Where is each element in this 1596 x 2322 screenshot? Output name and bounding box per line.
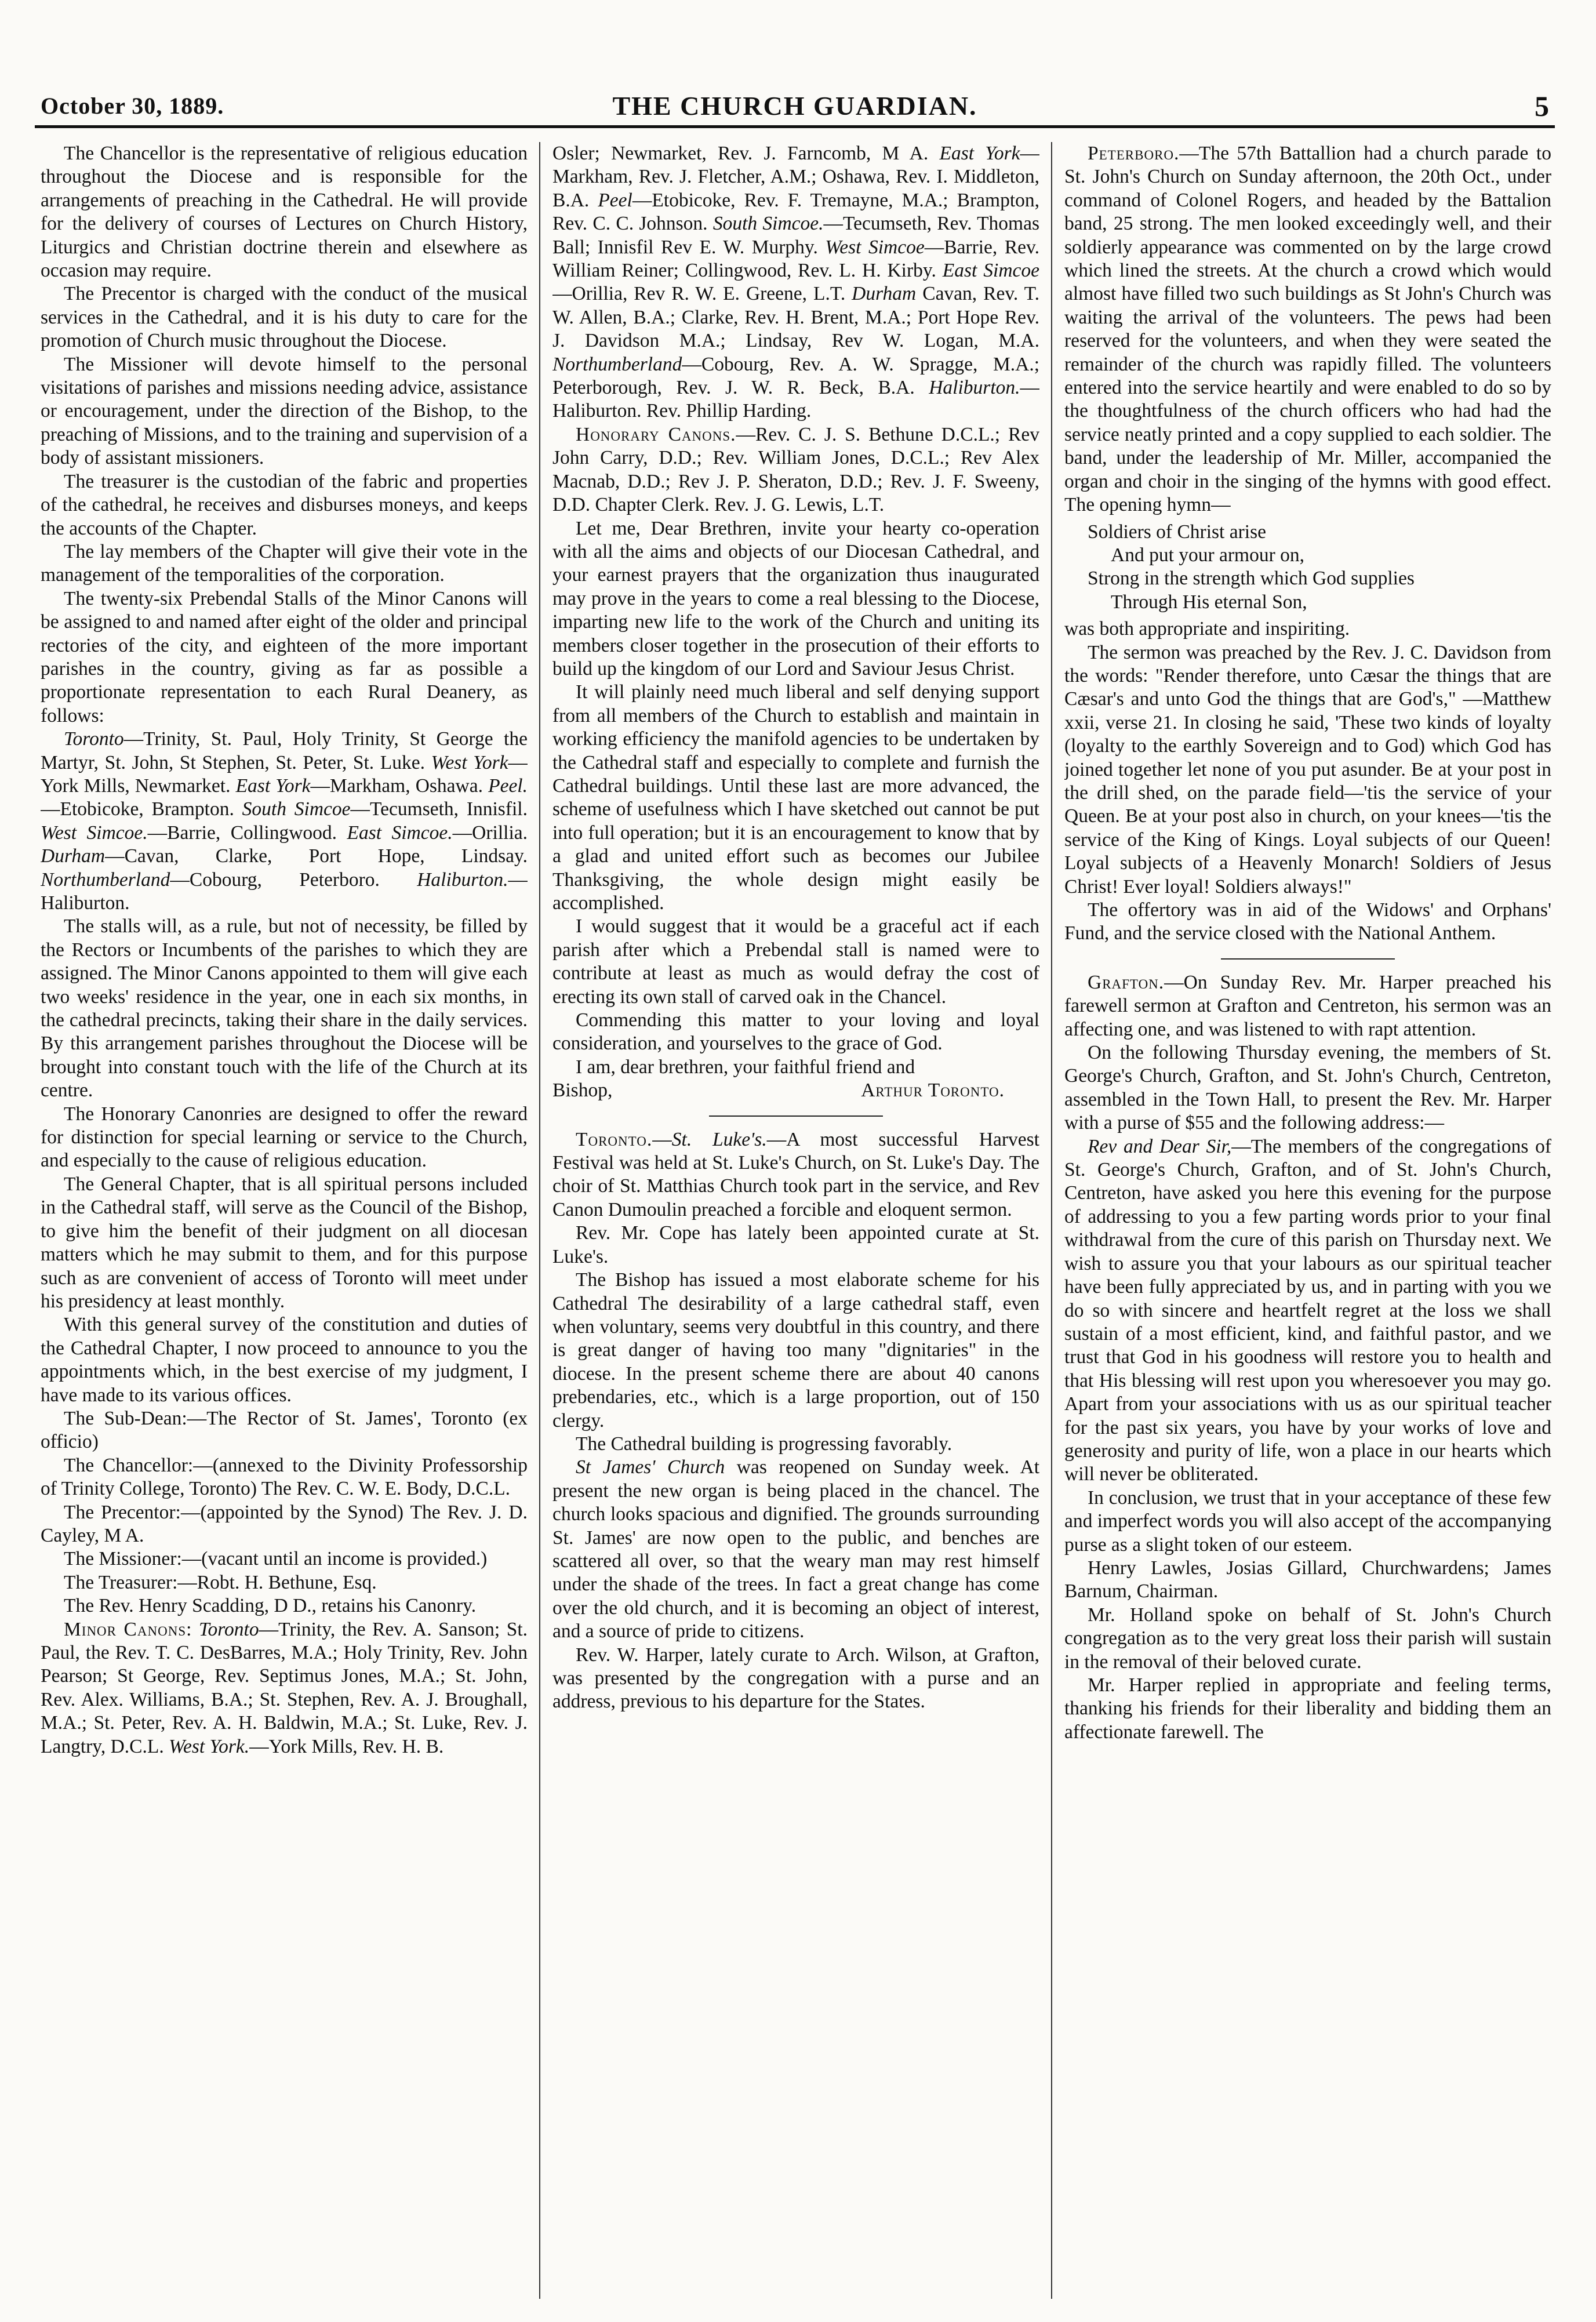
paragraph: The Bishop has issued a most elaborate scheme for his Cathedral The desirability of a large cathedral staff, even when voluntary, seems very doubtful in this country, and there is great danger of having too many "dignitaries" in the diocese. In the present scheme there are about 40 canons prebendaries, etc., which is a large proportion, out of 150 clergy.: [552, 1269, 1039, 1431]
paragraph: The Missioner will devote himself to the personal visitations of parishes and missions needing advice, assistance or encouragement, under the direction of the Bishop, to the preaching of Missions, and to the training and supervision of a body of assistant missioners.: [41, 353, 528, 469]
hymn-line: And put your armour on,: [1111, 544, 1305, 566]
text-run: was reopened on Sunday week. At present the new organ is being placed in the chancel. The church looks spacious and dignified. The grounds surrounding St. James' are now open to the public, and benches are scattered all over, so that the weary man may rest himself under the shade of the trees. In fact a great change has come over the old church, and it is becoming an object of interest, and a source of pride to citizens.: [552, 1456, 1039, 1643]
deanery-name: East York: [939, 143, 1020, 164]
text-run: —Tecumseth, Rev. Thomas Ball; Innisfil Rev E. W. Murphy.: [552, 213, 1039, 258]
paragraph: In conclusion, we trust that in your acceptance of these few and imperfect words you will also accept of the accompanying purse as a slight token of our esteem.: [1064, 1487, 1551, 1556]
paragraph: was both appropriate and inspiriting.: [1064, 618, 1350, 640]
deanery-name: Toronto: [64, 728, 124, 750]
deanery-name: Durham: [852, 283, 917, 305]
paragraph: I am, dear brethren, your faithful friend and: [576, 1056, 915, 1078]
paragraph: The offertory was in aid of the Widows' and Orphans' Fund, and the service closed with the National Anthem.: [1064, 899, 1551, 944]
text-run: —The 57th Battallion had a church parade to St. John's Church on Sunday afternoon, the 20th Oct., under command of Colonel Rogers, and headed by the Battalion band, 25 strong. The men looked exceedingly well, and their soldierly appearance was commented on by the large crowd which lined the streets. At the church a crowd which would almost have filled two such buildings as St John's Church was waiting the arrival of the volunteers. The pews had been reserved for the volunteers, and when they were seated the remainder of the church was rapidly filled. The volunteers entered into the service heartily and were enabled to do so by the thoughtfulness of the church officers who had had the service neatly printed and a copy supplied to each soldier. The band, under the leadership of Mr. Miller, accompanied the organ and choir in the singing of the hymns with good effect. The opening hymn—: [1064, 143, 1551, 516]
column-divider: [1051, 142, 1052, 2299]
paragraph: The Cathedral building is progressing favorably.: [576, 1433, 952, 1455]
deanery-name: West York.: [169, 1735, 250, 1757]
page-number: 5: [1535, 90, 1549, 122]
hymn-verse: [1088, 521, 1551, 615]
paragraph: The sermon was preached by the Rev. J. C. Davidson from the words: "Render therefore, unto Cæsar the things that are Cæsar's and unto God the things that are God's," —Matthew xxii, verse 21. In closing he said, 'These two kinds of loyalty (loyalty to the earthly Sovereign and to God) which God has joined together let none of you put asunder. Be at your post in the drill shed, on the parade field—'tis the service of your Queen. Be at your post also in church, on your knees—'tis the service of the King of Kings. Loyal subjects of our Queen! Loyal subjects of a Heavenly Monarch! Soldiers of Jesus Christ! Ever loyal! Soldiers always!": [1064, 641, 1551, 897]
deanery-name: East Simcoe.: [347, 822, 453, 844]
hymn-line: Through His eternal Son,: [1111, 591, 1307, 613]
deanery-name: Haliburton.: [929, 377, 1020, 399]
section-divider: [709, 1115, 883, 1117]
hymn-line: Strong in the strength which God supplies: [1088, 568, 1415, 590]
deanery-name: Toronto: [198, 1618, 259, 1640]
section-label: Honorary Canons.: [576, 423, 736, 445]
deanery-parishes: —Etobicoke, Brampton.: [41, 798, 234, 820]
text-run: —Haliburton. Rev. Phillip Harding.: [552, 377, 1039, 422]
signoff-name: Arthur Toronto.: [861, 1080, 1005, 1102]
text-run: —The members of the congregations of St. George's Church, Grafton, and of St. John's Church, Centreton, have asked you here this evening for the purpose of addressing to you a few parting words prior to your final withdrawal from the cure of this parish on Thursday next. We wish to assure you that your labours as our spiritual teacher have been fully appreciated by us, and in parting with you we do so with sincere and heartfelt regret at the loss we shall sustain of a most efficient, kind, and faithful pastor, and we trust that God in his goodness will restore you to health and that His blessing will rest upon you wheresoever you may go. Apart from your associations with us as our spiritual teacher for the past six years, you have by your works of love and generosity and purity of life, won a place in our hearts which will never be obliterated.: [1064, 1135, 1551, 1485]
deanery-name: West Simcoe.: [41, 822, 148, 844]
text-run: —Orillia, Rev R. W. E. Greene, L.T.: [552, 283, 846, 305]
paragraph: The General Chapter, that is all spiritual persons included in the Cathedral staff, will serve as the Council of the Bishop, to give him the benefit of their judgment on all diocesan matters which he may submit to them, and for this purpose such as are convenient of access of Toronto will meet under his presidency at least monthly.: [41, 1173, 528, 1312]
dateline: Grafton.: [1088, 971, 1165, 993]
paragraph: The stalls will, as a rule, but not of necessity, be filled by the Rectors or Incumbents of the parishes to which they are assigned. The Minor Canons appointed to them will give each two weeks' residence in the year, one in each six months, in the cathedral precincts, taking their share in the daily services. By this arrangement parishes throughout the Diocese will be brought into constant touch with the life of the Church at its centre.: [41, 915, 528, 1102]
paragraph: The lay members of the Chapter will give their vote in the management of the temporalities of the corporation.: [41, 540, 528, 586]
text-run: —: [652, 1128, 672, 1150]
minor-canons-list: [41, 1618, 528, 1758]
news-item: [552, 1456, 1039, 1643]
paragraph: I would suggest that it would be a graceful act if each parish after which a Prebendal stall is named were to contribute at least as much as would defray the cost of erecting its own stall of carved oak in the Chancel.: [552, 915, 1039, 1008]
issue-date: October 30, 1889.: [41, 93, 224, 119]
text-run: —Cobourg, Rev. A. W. Spragge, M.A.; Peterborough, Rev. J. W. R. Beck, B.A.: [552, 353, 1039, 399]
news-item: [1064, 142, 1551, 517]
salutation: Rev and Dear Sir,: [1088, 1135, 1232, 1157]
paragraph: The twenty-six Prebendal Stalls of the Minor Canons will be assigned to and named after eight of the older and principal rectories of the city, and eighteen of the more important parishes in the country, giving as far as possible a proportionate representation to each Rural Deanery, as follows:: [41, 587, 528, 726]
deanery-parishes: —Tecumseth, Innisfil.: [350, 798, 528, 820]
letter-signoff: [552, 1079, 1039, 1102]
newspaper-title: THE CHURCH GUARDIAN.: [612, 91, 977, 121]
deanery-parishes: —Haliburton.: [41, 869, 528, 914]
column-divider: [539, 142, 540, 2299]
text-run: —A most successful Harvest Festival was held at St. Luke's Church, on St. Luke's Day. The choir of St. Matthias Church took part in the service, and Rev Canon Dumoulin preached a forcible and eloquent sermon.: [552, 1128, 1039, 1220]
deanery-parishes: —Trinity, St. Paul, Holy Trinity, St George the Martyr, St. John, St Stephen, St. Peter, St. Luke.: [41, 728, 528, 773]
honorary-canons: [552, 423, 1039, 517]
dateline: Toronto.: [576, 1128, 653, 1150]
paragraph: It will plainly need much liberal and self denying support from all members of the Church to establish and maintain in working efficiency the manifold agencies to be undertaken by the Cathedral staff and especially to complete and furnish the Cathedral buildings. Until these last are more advanced, the scheme of usefulness which I have sketched out cannot be put into full operation; but it is an encouragement to know that by a glad and united effort such as becomes our Jubilee Thanksgiving, the whole design might easily be accomplished.: [552, 681, 1039, 914]
text-run: —Markham, Rev. J. Fletcher, A.M.; Oshawa, Rev. I. Middleton, B.A.: [552, 143, 1039, 211]
paragraph: The Treasurer:—Robt. H. Bethune, Esq.: [64, 1571, 377, 1593]
paragraph: The Chancellor is the representative of religious education throughout the Diocese and is responsible for the arrangements of preaching in the Cathedral. He will provide for the delivery of courses of Lectures on Church History, Liturgics and Christian doctrine therein and elsewhere as occasion may require.: [41, 143, 528, 282]
deanery-name: Peel.: [488, 775, 528, 797]
deanery-parishes: —Orillia.: [452, 822, 528, 844]
text-run: —Rev. C. J. S. Bethune D.C.L.; Rev John Carry, D.D.; Rev. William Jones, D.C.L.; Rev Alex Macnab, D.D.; Rev J. P. Sheraton, D.D.; Rev. J. F. Sweeny, D.D. Chapter Clerk. Rev. J. G. Lewis, L.T.: [552, 423, 1039, 516]
paragraph: The Precentor is charged with the conduct of the musical services in the Cathedral, and it is his duty to care for the promotion of Church music throughout the Diocese.: [41, 283, 528, 352]
deanery-name: Northumberland: [552, 353, 682, 375]
deanery-name: Peel: [598, 189, 632, 211]
paragraph: The Honorary Canonries are designed to offer the reward for distinction for special learning or service to the Church, and especially to the cause of religious education.: [41, 1103, 528, 1172]
deanery-parishes: —York Mills, Newmarket.: [41, 751, 528, 797]
canon-appointments: —York Mills, Rev. H. B.: [249, 1735, 444, 1757]
text-run: Cavan, Rev. T. W. Allen, B.A.; Clarke, Rev. H. Brent, M.A.; Port Hope Rev. J. Davidson M.A.; Lindsay, Rev W. Logan, M.A.: [552, 283, 1039, 352]
paragraph: Rev. W. Harper, lately curate to Arch. Wilson, at Grafton, was presented by the congregation with a purse and an address, previous to his departure for the States.: [552, 1644, 1039, 1713]
deanery-parishes: —Markham, Oshawa.: [310, 775, 483, 797]
news-item: [1064, 971, 1551, 1041]
paragraph: Mr. Harper replied in appropriate and feeling terms, thanking his friends for their liberality and bidding them an affectionate farewell. The: [1064, 1674, 1551, 1743]
paragraph: The Chancellor:—(annexed to the Divinity Professorship of Trinity College, Toronto) The Rev. C. W. E. Body, D.C.L.: [41, 1454, 528, 1500]
masthead: [35, 87, 1555, 128]
deanery-name: Northumberland: [41, 869, 170, 891]
section-divider: [1221, 958, 1395, 960]
address-text: [1064, 1135, 1551, 1487]
canon-appointments: —Trinity, the Rev. A. Sanson; St. Paul, the Rev. T. C. DesBarres, M.A.; Holy Trinity, Rev. John Pearson; St George, Rev. Septimus Jones, M.A.; St. John, Rev. Alex. Williams, B.A.; St. Stephen, Rev. A. J. Broughall, M.A.; St. Peter, Rev. A. H. Baldwin, M.A.; St. Luke, Rev. J. Langtry, D.C.L.: [41, 1618, 528, 1757]
text-run: —On Sunday Rev. Mr. Harper preached his farewell sermon at Grafton and Centreton, his sermon was an affecting one, and was listened to with rapt attention.: [1064, 971, 1551, 1040]
deanery-parishes: —Barrie, Collingwood.: [147, 822, 337, 844]
column-2: [552, 142, 1039, 2299]
deanery-name: South Simcoe: [242, 798, 351, 820]
church-name: St James' Church: [576, 1456, 725, 1478]
deanery-name: Haliburton.: [417, 869, 508, 891]
paragraph: The Missioner:—(vacant until an income is provided.): [64, 1548, 488, 1570]
column-3: [1064, 142, 1551, 2299]
paragraph: Henry Lawles, Josias Gillard, Churchwardens; James Barnum, Chairman.: [1064, 1557, 1551, 1602]
dateline: Peterboro.: [1088, 143, 1180, 164]
text-run: Osler; Newmarket, Rev. J. Farncomb, M A.: [552, 143, 929, 164]
paragraph: With this general survey of the constitution and duties of the Cathedral Chapter, I now proceed to announce to you the appointments which, in the best exercise of my judgment, I have made to its various offices.: [41, 1314, 528, 1406]
paragraph: The Precentor:—(appointed by the Synod) The Rev. J. D. Cayley, M A.: [41, 1501, 528, 1546]
deanery-list: [41, 728, 528, 915]
paragraph: The Rev. Henry Scadding, D D., retains his Canonry.: [64, 1595, 477, 1617]
canon-appointments: [552, 142, 1039, 423]
paragraph: On the following Thursday evening, the members of St. George's Church, Grafton, and St. John's Church, Centreton, assembled in the Town Hall, to present the Rev. Mr. Harper with a purse of $55 and the following address:—: [1064, 1042, 1551, 1134]
paragraph: Commending this matter to your loving and loyal consideration, and yourselves to the grace of God.: [552, 1009, 1039, 1055]
deanery-name: East York: [235, 775, 311, 797]
text-run: —Barrie, Rev. William Reiner; Collingwood, Rev. L. H. Kirby.: [552, 236, 1039, 282]
paragraph: Mr. Holland spoke on behalf of St. John's Church congregation as to the very great loss their parish will sustain in the removal of their beloved curate.: [1064, 1604, 1551, 1673]
text-run: —Etobicoke, Rev. F. Tremayne, M.A.; Brampton, Rev. C. C. Johnson.: [552, 189, 1039, 235]
hymn-line: Soldiers of Christ arise: [1088, 521, 1266, 543]
section-label: Minor Canons:: [64, 1618, 192, 1640]
deanery-name: West Simcoe: [825, 236, 925, 258]
deanery-name: South Simcoe.: [712, 213, 824, 235]
deanery-name: West York: [431, 751, 508, 773]
church-name: St. Luke's.: [671, 1128, 767, 1150]
deanery-parishes: —Cavan, Clarke, Port Hope, Lindsay.: [105, 845, 528, 867]
signoff-title: Bishop,: [552, 1080, 613, 1102]
deanery-parishes: —Cobourg, Peterboro.: [170, 869, 380, 891]
news-item: [552, 1128, 1039, 1222]
paragraph: Let me, Dear Brethren, invite your hearty co-operation with all the aims and objects of our Diocesan Cathedral, and your earnest prayers that the organization thus inaugurated may prove in the years to come a real blessing to the Diocese, imparting new life to the work of the Church and uniting its members closer together in the prosecution of their efforts to build up the kingdom of our Lord and Saviour Jesus Christ.: [552, 517, 1039, 679]
paragraph: Rev. Mr. Cope has lately been appointed curate at St. Luke's.: [552, 1222, 1039, 1267]
deanery-name: East Simcoe: [942, 260, 1039, 282]
column-1: [41, 142, 528, 2299]
paragraph: The treasurer is the custodian of the fabric and properties of the cathedral, he receives and disburses moneys, and keeps the accounts of the Chapter.: [41, 470, 528, 539]
deanery-name: Durham: [41, 845, 106, 867]
paragraph: The Sub-Dean:—The Rector of St. James', Toronto (ex officio): [41, 1407, 528, 1453]
